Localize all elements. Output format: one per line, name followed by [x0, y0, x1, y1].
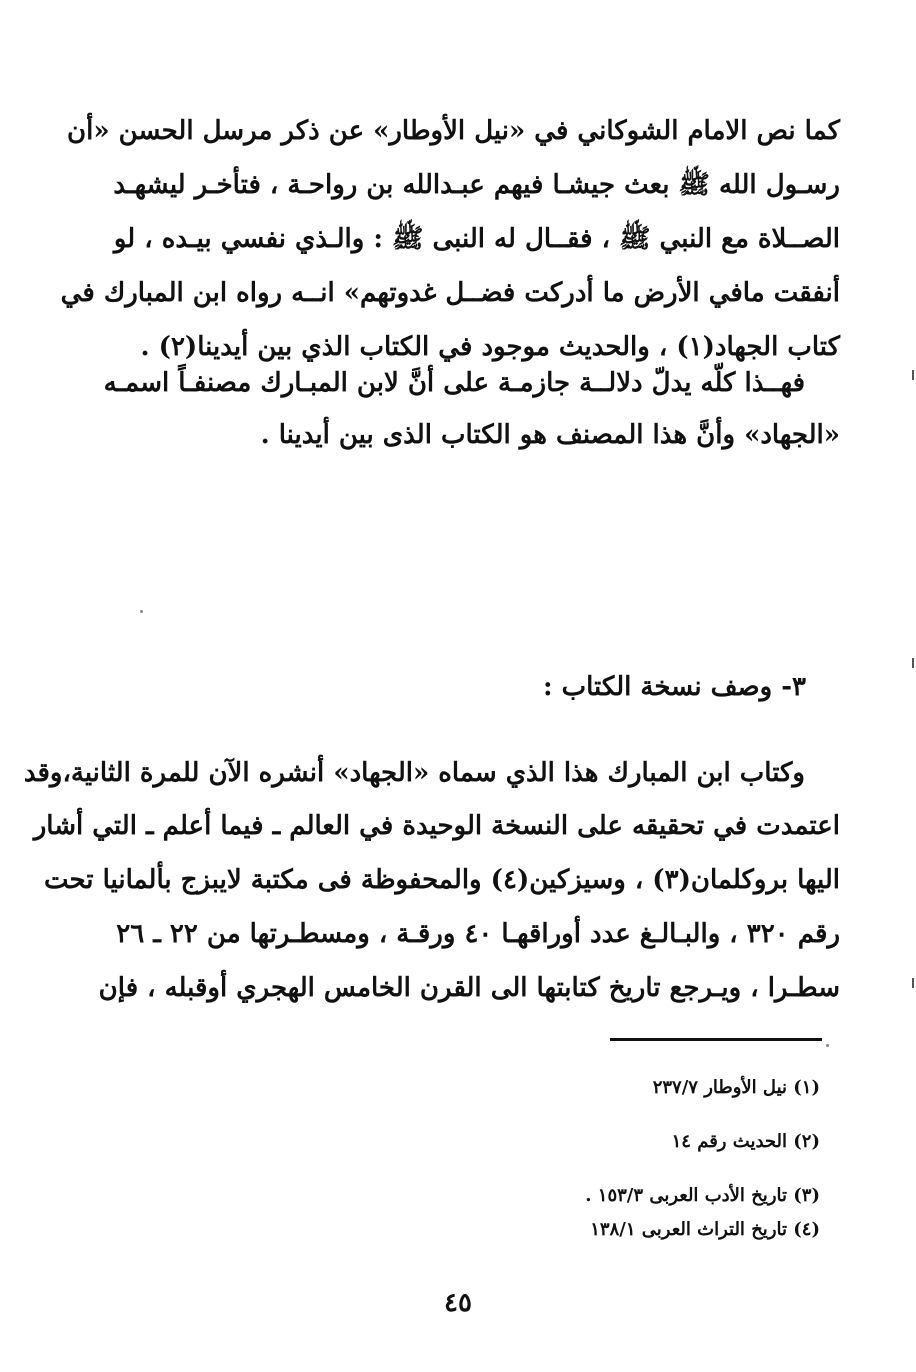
- text-line: «الجهاد» وأنَّ هذا المصنف هو الكتاب الذى بين أيدينا .: [260, 420, 840, 450]
- section-heading: ٣- وصف نسخة الكتاب :: [542, 672, 806, 702]
- scan-dot: [140, 610, 143, 613]
- paragraph-2-end: [150, 408, 840, 462]
- paragraph-3-first: [23, 746, 805, 800]
- text-line: أنفقت مافي الأرض ما أدركت فضــل غدوتهم» انــه رواه ابن المبارك في: [60, 278, 840, 308]
- text-line: اعتمدت في تحقيقه على النسخة الوحيدة في العالم ـ فيما أعلم ـ التي أشار: [33, 811, 840, 841]
- text-line: فهــذا كلّه يدلّ دلالــة جازمـة على أنَّ لابن المبـارك مصنفـاً اسمـه: [103, 368, 805, 398]
- footnote-3: (٣) تاريخ الأدب العربى ١٥٣/٣ .: [585, 1185, 820, 1206]
- text-line: رسـول الله ﷺ بعث جيشـا فيهم عبـدالله بن رواحـة ، فتأخـر ليشهـد: [113, 170, 840, 200]
- paragraph-1: [60, 104, 840, 374]
- footnote-separator: [610, 1038, 822, 1041]
- text-line: كتاب الجهاد(١) ، والحديث موجود في الكتاب الذي بين أيدينا(٢) .: [140, 332, 840, 362]
- scan-mark: [912, 658, 914, 668]
- text-line: رقم ٣٢٠ ، والبـالـغ عدد أوراقهـا ٤٠ ورقـة ، ومسطـرتها من ٢٢ ـ ٢٦: [116, 919, 840, 949]
- page-number: ٤٥: [444, 1288, 472, 1318]
- text-line: وكتاب ابن المبارك هذا الذي سماه «الجهاد» أنشره الآن للمرة الثانية،وقد: [23, 758, 805, 788]
- scan-mark: [912, 370, 914, 380]
- footnote-2: (٢) الحديث رقم ١٤: [671, 1131, 820, 1152]
- paragraph-3: [33, 799, 840, 1015]
- text-line: كما نص الامام الشوكاني في «نيل الأوطار» عن ذكر مرسل الحسن «أن: [67, 116, 840, 146]
- text-line: اليها بروكلمان(٣) ، وسيزكين(٤) والمحفوظة فى مكتبة لايبزج بألمانيا تحت: [43, 865, 840, 895]
- text-line: سطـرا ، ويـرجع تاريخ كتابتها الى القرن الخامس الهجري أوقبله ، فإن: [98, 973, 840, 1003]
- scan-dot: [826, 1044, 829, 1047]
- text-line: الصــلاة مع النبي ﷺ ، فقــال له النبى ﷺ : والـذي نفسي بيـده ، لو: [113, 224, 840, 254]
- scan-mark: [912, 978, 914, 988]
- footnote-4: (٤) تاريخ التراث العربى ١٣٨/١: [590, 1219, 820, 1240]
- footnote-1: (١) نيل الأوطار ٢٣٧/٧: [652, 1077, 820, 1098]
- paragraph-2: [103, 356, 805, 410]
